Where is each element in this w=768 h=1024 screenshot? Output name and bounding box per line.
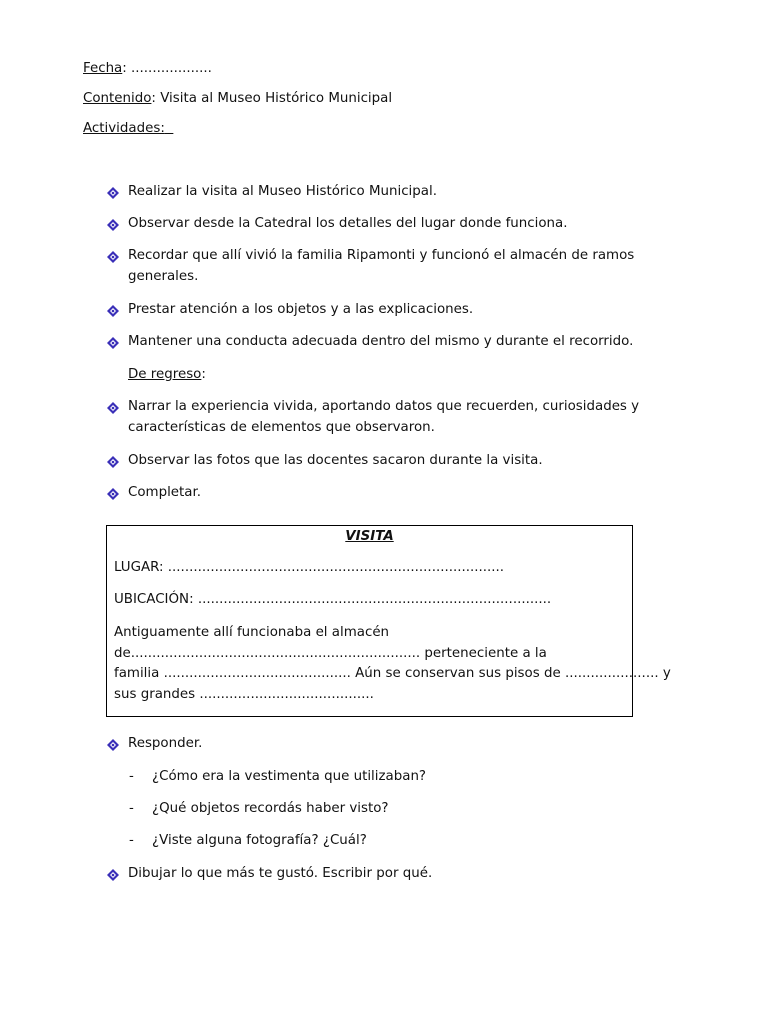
return-item: Observar las fotos que las docentes sacaron durante la visita.: [128, 453, 543, 468]
dash-marker: -: [129, 769, 134, 784]
diamond-bullet-icon: [107, 739, 119, 751]
question-item: ¿Qué objetos recordás haber visto?: [152, 801, 389, 816]
return-item-continuation: características de elementos que observaron.: [128, 420, 435, 435]
lugar-field: LUGAR: ...............................................................................: [114, 560, 505, 575]
return-item: Completar.: [128, 485, 202, 500]
de-regreso-heading: De regreso:: [128, 367, 206, 382]
diamond-bullet-icon: [107, 337, 119, 349]
activity-item: Prestar atención a los objetos y a las explicaciones.: [128, 302, 474, 317]
actividades-label: Actividades:: [83, 121, 165, 136]
visit-worksheet-box: [106, 525, 671, 717]
dash-marker: -: [129, 801, 134, 816]
diamond-bullet-icon: [107, 402, 119, 414]
question-item: ¿Cómo era la vestimenta que utilizaban?: [152, 769, 427, 784]
almacen-line: familia ............................................ Aún se conservan sus pisos de ...................... y: [114, 666, 671, 681]
almacen-line: Antiguamente allí funcionaba el almacén: [114, 625, 390, 640]
contenido-line: [83, 91, 392, 106]
fecha-line: [83, 61, 212, 76]
contenido-value: : Visita al Museo Histórico Municipal: [151, 91, 393, 106]
visit-box-title: VISITA: [345, 529, 394, 544]
diamond-bullet-icon: [107, 456, 119, 468]
dash-marker: -: [129, 833, 134, 848]
diamond-bullet-icon: [107, 305, 119, 317]
activity-item: Recordar que allí vivió la familia Ripamonti y funcionó el almacén de ramos: [128, 248, 635, 263]
final-task-item: Dibujar lo que más te gustó. Escribir por qué.: [128, 866, 433, 881]
activity-item: Realizar la visita al Museo Histórico Municipal.: [128, 184, 437, 199]
question-item: ¿Viste alguna fotografía? ¿Cuál?: [152, 833, 367, 848]
diamond-bullet-icon: [107, 251, 119, 263]
actividades-line: [83, 121, 173, 136]
contenido-label: Contenido: [83, 91, 152, 106]
fecha-value: : ...................: [122, 61, 212, 76]
activity-item: Mantener una conducta adecuada dentro del mismo y durante el recorrido.: [128, 334, 634, 349]
almacen-line: de.................................................................... perteneciente a la: [114, 646, 547, 661]
diamond-bullet-icon: [107, 187, 119, 199]
diamond-bullet-icon: [107, 488, 119, 500]
ubicacion-field: UBICACIÓN: ...................................................................................: [114, 592, 552, 607]
activity-item: Observar desde la Catedral los detalles del lugar donde funciona.: [128, 216, 568, 231]
almacen-line: sus grandes .........................................: [114, 687, 374, 702]
responder-item: Responder.: [128, 736, 203, 751]
de-regreso-label: De regreso: [128, 367, 202, 382]
fecha-label: Fecha: [83, 61, 123, 76]
return-item: Narrar la experiencia vivida, aportando datos que recuerden, curiosidades y: [128, 399, 640, 414]
diamond-bullet-icon: [107, 869, 119, 881]
activity-item-continuation: generales.: [128, 269, 199, 284]
diamond-bullet-icon: [107, 219, 119, 231]
